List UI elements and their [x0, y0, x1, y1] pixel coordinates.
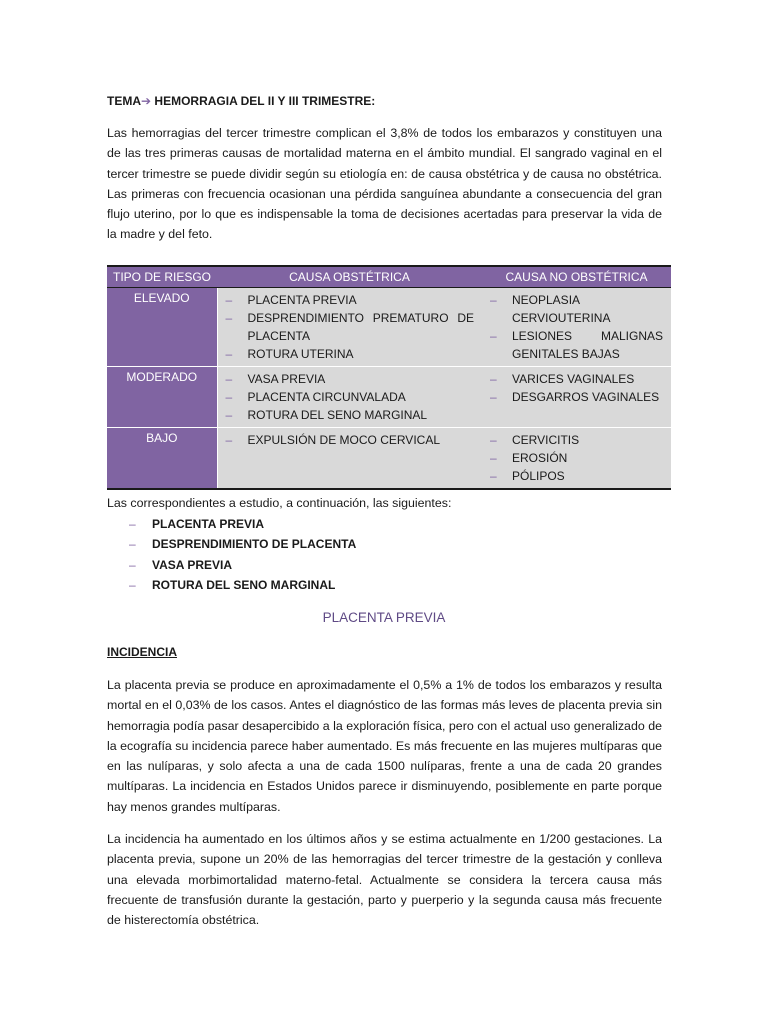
- non-obstetric-cause-cell: [482, 288, 671, 367]
- list-item: – ROTURA UTERINA: [226, 345, 475, 363]
- list-item: – VASA PREVIA: [226, 370, 483, 388]
- risk-level-cell: MODERADO: [107, 367, 217, 428]
- obstetric-cause-cell: [217, 367, 482, 428]
- list-item: – EXPULSIÓN DE MOCO CERVICAL: [226, 431, 483, 449]
- studies-list: [129, 514, 356, 595]
- header-risk-type: TIPO DE RIESGO: [107, 266, 217, 288]
- arrow-icon: ➔: [141, 94, 152, 108]
- studies-intro: Las correspondientes a estudio, a continuación, las siguientes:: [107, 496, 452, 510]
- table-header-row: [107, 266, 671, 288]
- list-item: – PÓLIPOS: [490, 467, 671, 485]
- list-item: – EROSIÓN: [490, 449, 671, 467]
- list-item: – PLACENTA PREVIA: [226, 291, 475, 309]
- table-row-bajo: [107, 428, 671, 490]
- list-item: – PLACENTA CIRCUNVALADA: [226, 388, 483, 406]
- list-item: – NEOPLASIA CERVIOUTERINA: [490, 291, 663, 327]
- incidence-heading: INCIDENCIA: [107, 645, 178, 659]
- table-row-elevado: [107, 288, 671, 367]
- list-item: – DESPRENDIMIENTO DE PLACENTA: [129, 534, 356, 554]
- risk-level-cell: ELEVADO: [107, 288, 217, 367]
- topic-heading: [107, 94, 375, 108]
- topic-title: HEMORRAGIA DEL II Y III TRIMESTRE:: [151, 94, 376, 108]
- list-item: – ROTURA DEL SENO MARGINAL: [129, 575, 356, 595]
- incidence-paragraph-1: La placenta previa se produce en aproximadamente el 0,5% a 1% de todos los embarazos y resulta mortal en el 0,03% de los casos. Antes el diagnóstico de las formas más leves de placenta previa sin hemorragia podía pasar desapercibido a la exploración física, pero con el actual uso generalizado de la ecografía su incidencia parece haber aumentado. Es más frecuente en las mujeres multíparas que en las nulíparas, y solo afecta a una de cada 1500 nulíparas, frente a una de cada 20 grandes multíparas. La incidencia en Estados Unidos parece ir disminuyendo, posiblemente en parte porque hay menos grandes multíparas.: [107, 678, 662, 814]
- non-obstetric-cause-cell: [482, 428, 671, 490]
- obstetric-cause-cell: [217, 428, 482, 490]
- section-title: PLACENTA PREVIA: [322, 610, 446, 625]
- table-row-moderado: [107, 367, 671, 428]
- list-item: – DESPRENDIMIENTO PREMATURO DE PLACENTA: [226, 309, 475, 345]
- non-obstetric-cause-cell: [482, 367, 671, 428]
- topic-label: TEMA: [107, 94, 141, 108]
- obstetric-cause-cell: [217, 288, 482, 367]
- list-item: – ROTURA DEL SENO MARGINAL: [226, 406, 483, 424]
- list-item: – DESGARROS VAGINALES: [490, 388, 671, 406]
- list-item: – VASA PREVIA: [129, 555, 356, 575]
- header-non-obstetric-cause: CAUSA NO OBSTÉTRICA: [482, 266, 671, 288]
- list-item: – LESIONES MALIGNAS GENITALES BAJAS: [490, 327, 663, 363]
- list-item: – VARICES VAGINALES: [490, 370, 671, 388]
- incidence-paragraph-2: La incidencia ha aumentado en los últimos años y se estima actualmente en 1/200 gestaciones. La placenta previa, supone un 20% de las hemorragias del tercer trimestre de la gestación y conlleva una elevada morbimortalidad materno-fetal. Actualmente se considera la tercera causa más frecuente de transfusión durante la gestación, parto y puerperio y la segunda causa más frecuente de histerectomía obstétrica.: [107, 832, 662, 928]
- risk-table: [107, 265, 671, 490]
- header-obstetric-cause: CAUSA OBSTÉTRICA: [217, 266, 482, 288]
- list-item: – CERVICITIS: [490, 431, 671, 449]
- risk-level-cell: BAJO: [107, 428, 217, 490]
- list-item: – PLACENTA PREVIA: [129, 514, 356, 534]
- intro-paragraph: Las hemorragias del tercer trimestre complican el 3,8% de todos los embarazos y constituyen una de las tres primeras causas de mortalidad materna en el ámbito mundial. El sangrado vaginal en el tercer trimestre se puede dividir según su etiología en: de causa obstétrica y de causa no obstétrica. Las primeras con frecuencia ocasionan una pérdida sanguínea abundante a consecuencia del gran flujo uterino, por lo que es indispensable la toma de decisiones acertadas para preservar la vida de la madre y del feto.: [107, 126, 662, 242]
